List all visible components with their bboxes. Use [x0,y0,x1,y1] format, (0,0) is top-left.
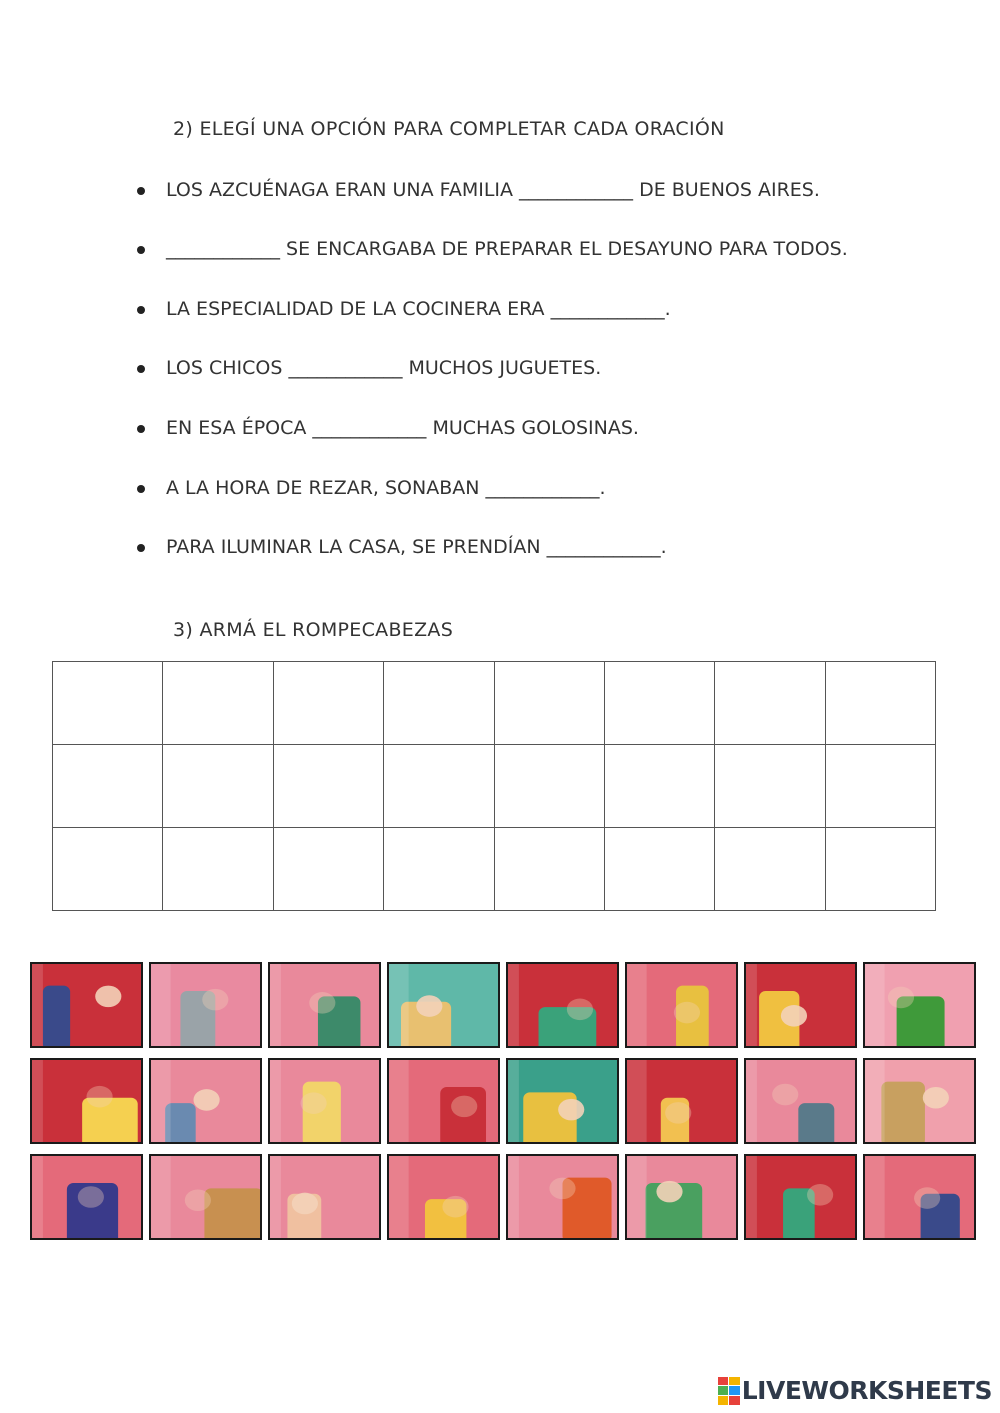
grid-cell-3-3[interactable] [274,828,384,911]
piece-table-plate[interactable] [506,962,619,1048]
logo-square [718,1377,729,1386]
bullet-icon [137,187,145,195]
piece-man-green-coat[interactable] [268,962,381,1048]
grid-cell-3-2[interactable] [163,828,273,911]
grid-cell-2-5[interactable] [495,745,605,828]
piece-food-plate[interactable] [387,962,500,1048]
sentence-text: EN ESA ÉPOCA ____________ MUCHAS GOLOSINAS. [166,417,639,439]
sentence-text: ____________ SE ENCARGABA DE PREPARAR EL DESAYUNO PARA TODOS. [166,238,848,260]
sentence-text: LOS AZCUÉNAGA ERAN UNA FAMILIA ____________ DE BUENOS AIRES. [166,179,820,201]
grid-cell-1-7[interactable] [715,662,825,745]
grid-cell-2-4[interactable] [384,745,494,828]
grid-cell-1-8[interactable] [826,662,936,745]
piece-red-curtain-column[interactable] [744,962,857,1048]
liveworksheets-logo [718,1376,992,1405]
grid-cell-1-2[interactable] [163,662,273,745]
grid-cell-3-5[interactable] [495,828,605,911]
logo-square [729,1377,740,1386]
sentence-item [166,477,966,499]
grid-cell-3-4[interactable] [384,828,494,911]
piece-curtain-lady[interactable] [625,1058,738,1144]
piece-blond-child[interactable] [30,1058,143,1144]
grid-cell-1-4[interactable] [384,662,494,745]
grid-cell-2-7[interactable] [715,745,825,828]
sentence-text: PARA ILUMINAR LA CASA, SE PRENDÍAN ____________. [166,536,667,558]
logo-mark-icon [718,1377,740,1405]
sentence-item [166,179,966,201]
piece-man-portrait[interactable] [268,1154,381,1240]
logo-square [718,1396,729,1405]
grid-cell-1-6[interactable] [605,662,715,745]
bullet-icon [137,485,145,493]
piece-pink-wall-door[interactable] [863,1058,976,1144]
grid-cell-3-6[interactable] [605,828,715,911]
piece-servant-teapot[interactable] [625,962,738,1048]
piece-flower-vase[interactable] [863,962,976,1048]
puzzle-answer-grid [52,661,936,911]
section-2-heading: 2) ELEGÍ UNA OPCIÓN PARA COMPLETAR CADA ORACIÓN [173,118,725,140]
sentence-item [166,536,966,558]
sentence-item [166,298,966,320]
piece-man-vest[interactable] [744,1058,857,1144]
piece-candelabra[interactable] [387,1154,500,1240]
bullet-icon [137,306,145,314]
piece-redhead-girl[interactable] [506,1154,619,1240]
bullet-icon [137,425,145,433]
grid-cell-3-8[interactable] [826,828,936,911]
grid-cell-1-3[interactable] [274,662,384,745]
sentence-text: A LA HORA DE REZAR, SONABAN ____________. [166,477,606,499]
piece-red-chair-man[interactable] [30,962,143,1048]
bullet-icon [137,544,145,552]
piece-lady-green-dress[interactable] [625,1154,738,1240]
piece-goblet-hand[interactable] [149,962,262,1048]
piece-red-chair-lady[interactable] [863,1154,976,1240]
logo-square [729,1396,740,1405]
sentence-text: LOS CHICOS ____________ MUCHOS JUGUETES. [166,357,602,379]
grid-cell-2-8[interactable] [826,745,936,828]
logo-square [718,1386,729,1395]
piece-pink-wall-mirror[interactable] [149,1058,262,1144]
grid-cell-1-5[interactable] [495,662,605,745]
grid-cell-2-3[interactable] [274,745,384,828]
grid-cell-3-1[interactable] [53,828,163,911]
piece-curtain-door[interactable] [387,1058,500,1144]
piece-blue-sleeve-hand[interactable] [30,1154,143,1240]
bullet-icon [137,246,145,254]
piece-teapot-table[interactable] [506,1058,619,1144]
logo-text: LIVEWORKSHEETS [741,1376,992,1405]
grid-cell-2-6[interactable] [605,745,715,828]
grid-cell-3-7[interactable] [715,828,825,911]
sentence-item [166,417,966,439]
piece-window-arch[interactable] [268,1058,381,1144]
puzzle-pieces-area [30,962,978,1241]
sentence-item [166,238,966,260]
sentence-item [166,357,966,379]
grid-cell-2-2[interactable] [163,745,273,828]
bullet-icon [137,365,145,373]
grid-cell-2-1[interactable] [53,745,163,828]
piece-bread-cakes[interactable] [149,1154,262,1240]
grid-cell-1-1[interactable] [53,662,163,745]
section-3-heading: 3) ARMÁ EL ROMPECABEZAS [173,619,454,641]
logo-square [729,1386,740,1395]
piece-table-goblet[interactable] [744,1154,857,1240]
sentence-text: LA ESPECIALIDAD DE LA COCINERA ERA ____________. [166,298,671,320]
